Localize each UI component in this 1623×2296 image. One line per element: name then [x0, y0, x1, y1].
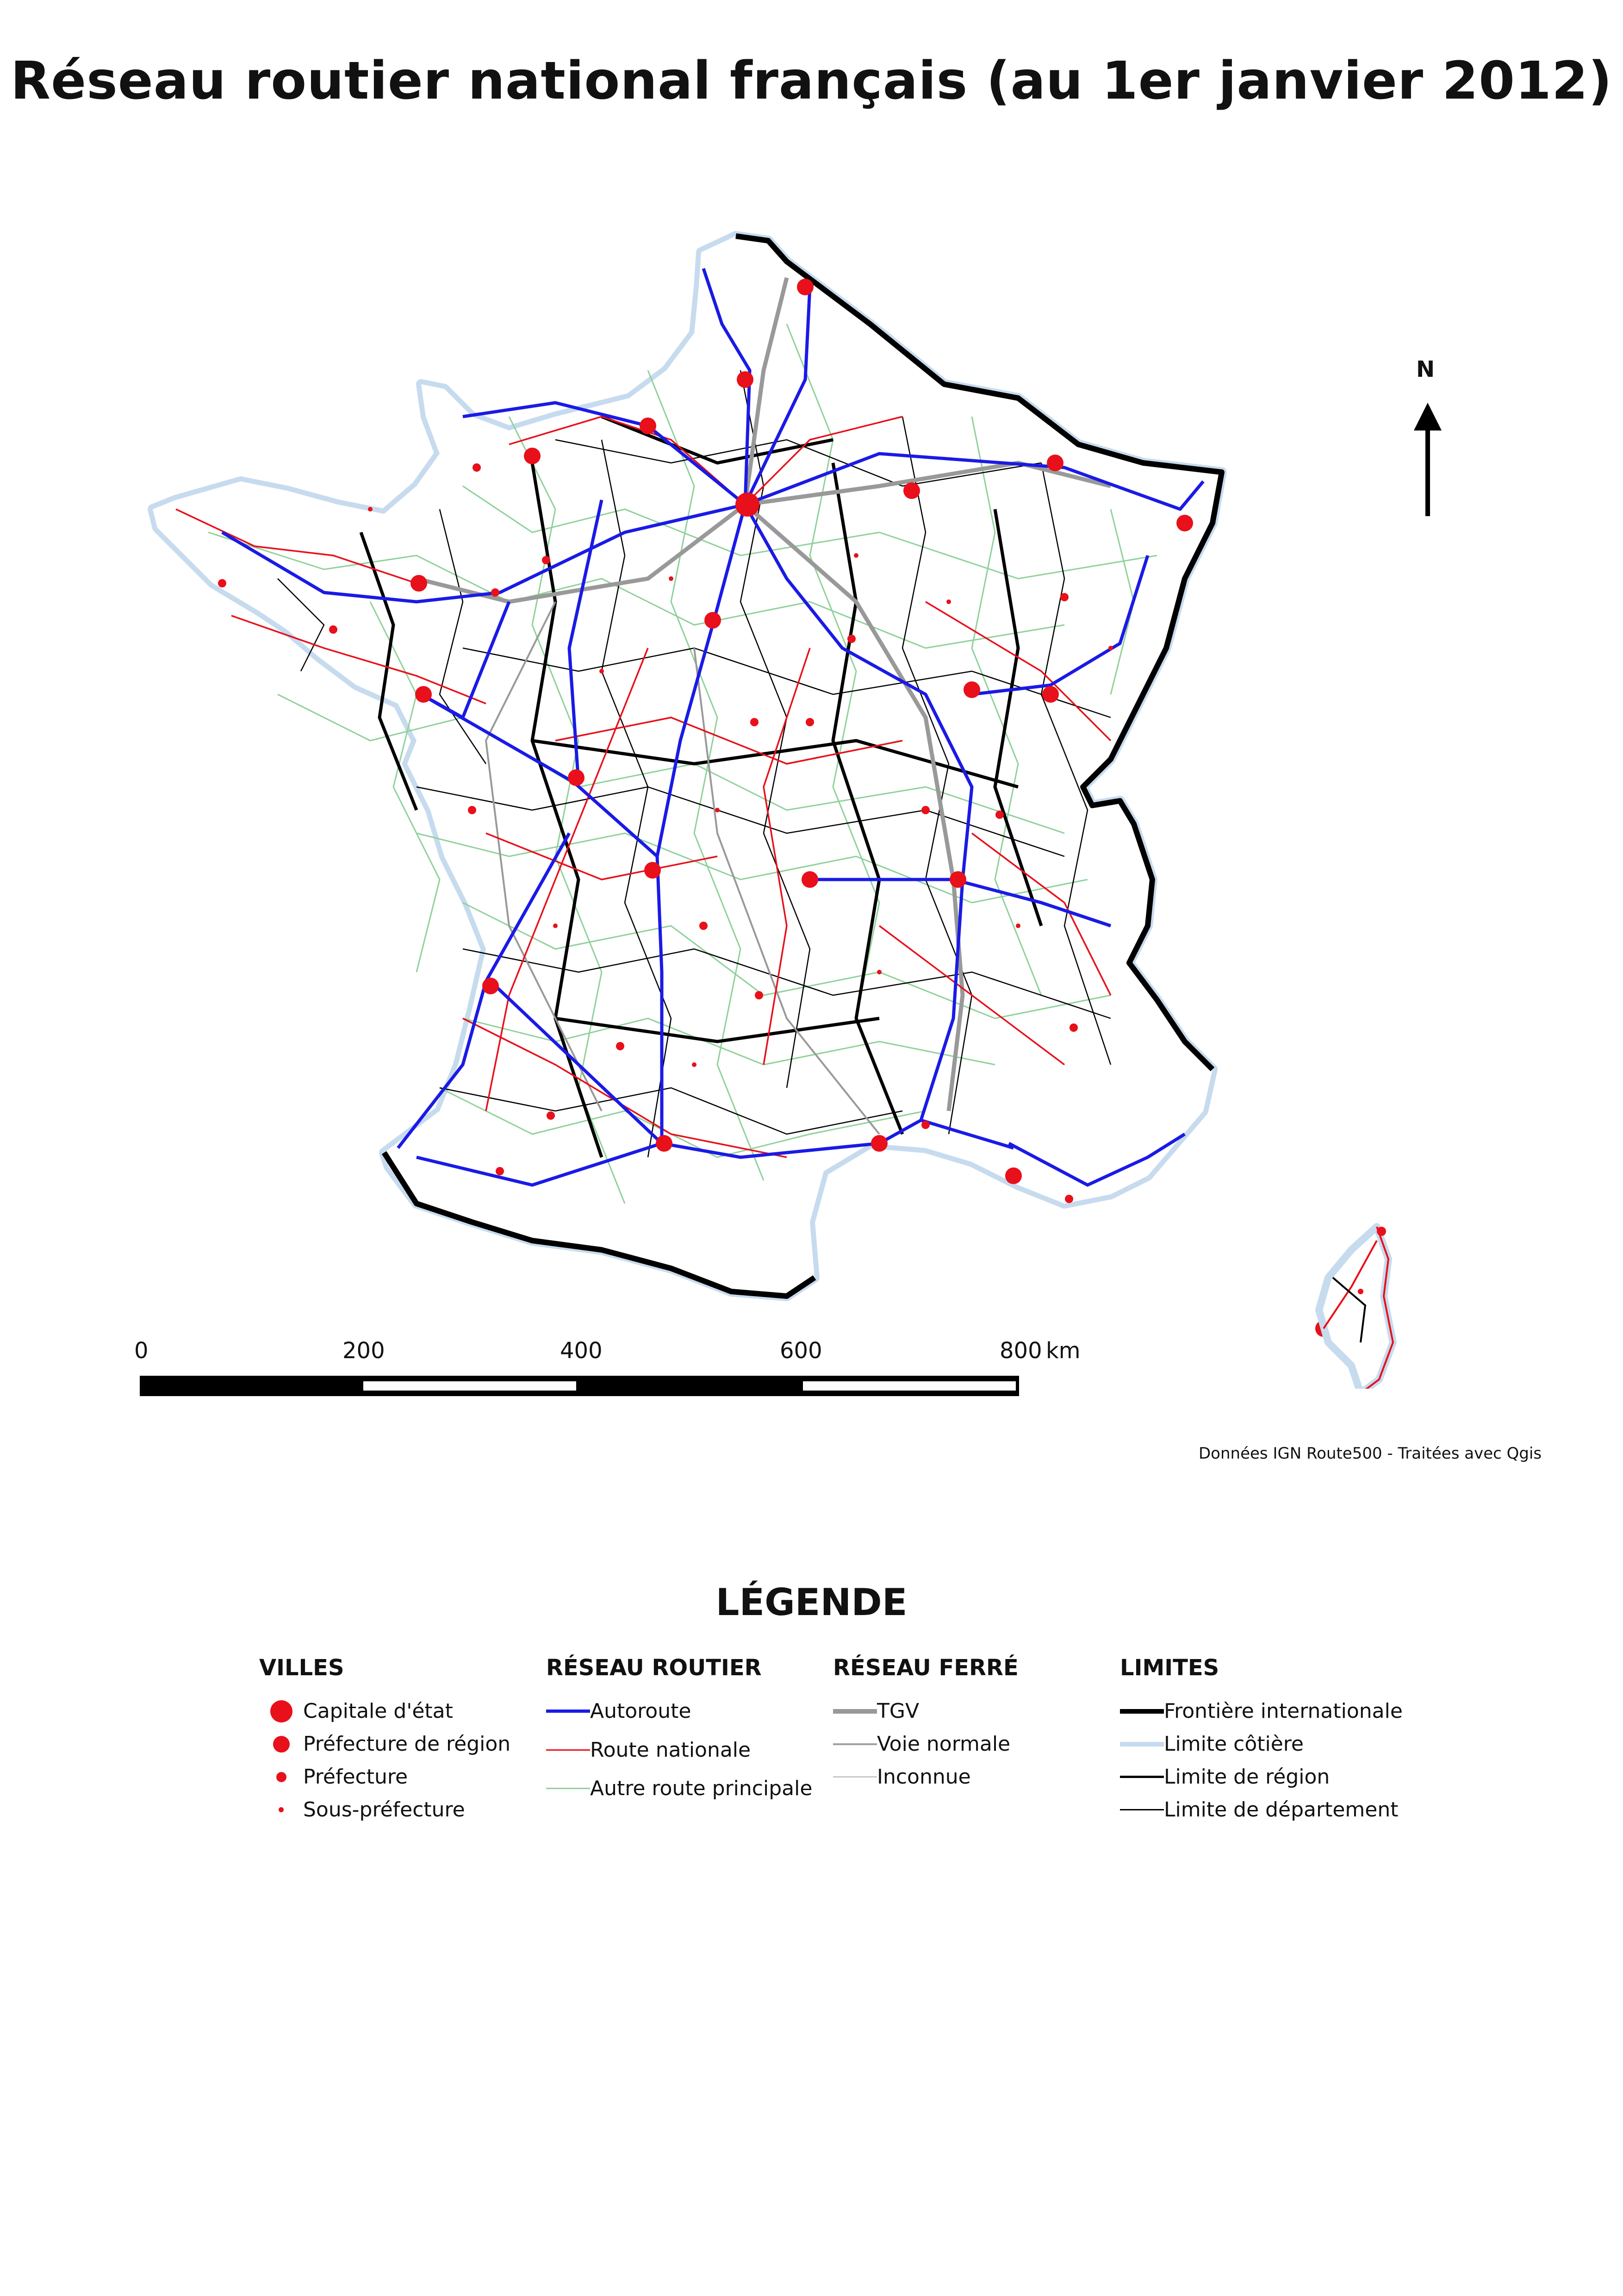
city-subprefecture	[1016, 923, 1020, 928]
other-road-line-icon	[546, 1788, 590, 1789]
legend-label: Préfecture de région	[303, 1732, 511, 1756]
capital-dot-icon	[270, 1700, 292, 1722]
legend-item	[1120, 1728, 1403, 1760]
legend-item	[259, 1695, 510, 1728]
legend-item	[546, 1695, 812, 1728]
city-region-prefecture	[704, 612, 721, 629]
scale-tick: 800	[1000, 1338, 1042, 1364]
city-region-prefecture	[964, 681, 980, 698]
city-region-prefecture	[903, 482, 920, 499]
legend-heading: RÉSEAU ROUTIER	[546, 1655, 762, 1681]
international-border-line-icon	[1120, 1709, 1164, 1714]
legend-title: LÉGENDE	[715, 1581, 908, 1624]
legend-item	[833, 1760, 1019, 1793]
city-region-prefecture	[737, 371, 753, 388]
city-region-prefecture	[410, 575, 427, 592]
motorway-line-icon	[546, 1710, 590, 1713]
legend-item	[546, 1772, 812, 1805]
legend-label: Sous-préfecture	[303, 1798, 465, 1822]
legend-column-villes	[259, 1655, 510, 1826]
city-prefecture	[616, 1042, 624, 1050]
city-region-prefecture	[1176, 515, 1193, 531]
city-subprefecture	[368, 507, 373, 512]
legend-item	[1120, 1695, 1403, 1728]
city-prefecture	[1065, 1195, 1073, 1203]
city-region-prefecture	[482, 978, 499, 994]
city-prefecture	[473, 463, 481, 472]
city-subprefecture	[854, 553, 858, 558]
legend-heading: VILLES	[259, 1655, 344, 1681]
unknown-rail-line-icon	[833, 1776, 877, 1778]
map-title: Réseau routier national français (au 1er janvier 2012)	[10, 51, 1613, 111]
legend-label: Limite de région	[1164, 1765, 1330, 1789]
legend-column-rail-network	[833, 1655, 1019, 1793]
legend-heading: RÉSEAU FERRÉ	[833, 1655, 1019, 1681]
city-region-prefecture	[568, 769, 585, 786]
legend-label: Autoroute	[590, 1699, 691, 1723]
city-region-prefecture	[415, 686, 432, 703]
city-subprefecture	[669, 576, 673, 581]
coast-limit-line-icon	[1120, 1742, 1164, 1747]
city-prefecture	[491, 588, 499, 597]
department-limit-line-icon	[1120, 1809, 1164, 1810]
legend-label: Route nationale	[590, 1738, 751, 1762]
city-subprefecture	[553, 923, 558, 928]
city-region-prefecture	[524, 448, 541, 464]
legend-item	[1120, 1793, 1403, 1826]
city-region-prefecture	[950, 871, 966, 888]
data-credit: Données IGN Route500 - Traitées avec Qgis	[1199, 1444, 1542, 1463]
legend-label: Inconnue	[877, 1765, 971, 1789]
city-region-prefecture	[640, 418, 656, 434]
national-road-line-icon	[546, 1749, 590, 1751]
legend-item	[259, 1760, 510, 1793]
city-prefecture	[995, 811, 1004, 819]
region-limit-line-icon	[1120, 1776, 1164, 1778]
legend-label: Voie normale	[877, 1732, 1011, 1756]
city-prefecture	[329, 625, 337, 634]
corsica	[1319, 1227, 1393, 1389]
normal-rail-line-icon	[833, 1743, 877, 1745]
city-subprefecture	[692, 1062, 696, 1067]
city-region-prefecture	[1042, 686, 1059, 703]
legend-label: Capitale d'état	[303, 1699, 453, 1723]
city-region-prefecture	[1005, 1167, 1022, 1184]
city-subprefecture	[1108, 646, 1113, 650]
city-prefecture	[496, 1167, 504, 1175]
city-region-prefecture	[644, 862, 661, 879]
city-prefecture	[699, 922, 708, 930]
city-prefecture	[921, 1121, 930, 1129]
city-prefecture	[1060, 593, 1069, 601]
scale-unit: km	[1046, 1338, 1081, 1364]
scale-bar-segment	[803, 1381, 1016, 1391]
scale-bar-segment	[363, 1381, 576, 1391]
legend-column-road-network	[546, 1655, 812, 1805]
legend-label: Autre route principale	[590, 1777, 813, 1800]
city-region-prefecture	[871, 1135, 888, 1152]
scale-tick: 600	[780, 1338, 822, 1364]
legend-label: Préfecture	[303, 1765, 408, 1789]
city-subprefecture	[599, 669, 604, 674]
city-prefecture	[847, 635, 856, 643]
city-region-prefecture	[802, 871, 818, 888]
city-subprefecture	[877, 970, 882, 974]
legend-item	[259, 1728, 510, 1760]
city-prefecture	[1070, 1023, 1078, 1032]
city-subprefecture	[946, 599, 951, 604]
legend-item	[259, 1793, 510, 1826]
legend-label: Frontière internationale	[1164, 1699, 1403, 1723]
scale-bar	[134, 1338, 1081, 1407]
legend-label: Limite côtière	[1164, 1732, 1304, 1756]
region-prefecture-dot-icon	[273, 1736, 290, 1753]
city-prefecture	[921, 806, 930, 814]
legend-item	[833, 1728, 1019, 1760]
legend-label: Limite de département	[1164, 1798, 1399, 1822]
city-prefecture	[755, 991, 763, 999]
legend-heading: LIMITES	[1120, 1655, 1219, 1681]
north-arrow-icon	[1412, 403, 1444, 518]
city-prefecture	[806, 718, 814, 726]
scale-tick: 200	[342, 1338, 385, 1364]
north-label: N	[1416, 356, 1435, 382]
legend-column-limits	[1120, 1655, 1403, 1826]
subprefecture-dot-icon	[279, 1807, 284, 1812]
city-prefecture	[542, 556, 550, 564]
city-prefecture	[750, 718, 759, 726]
prefecture-dot-icon	[276, 1772, 286, 1782]
legend-item	[1120, 1760, 1403, 1793]
legend-item	[833, 1695, 1019, 1728]
city-capital	[735, 493, 759, 517]
tgv-line-icon	[833, 1709, 877, 1714]
legend-item	[546, 1728, 812, 1772]
legend-label: TGV	[877, 1699, 920, 1723]
scale-tick: 0	[134, 1338, 149, 1364]
city-region-prefecture	[797, 279, 814, 295]
city-region-prefecture	[656, 1135, 672, 1152]
city-prefecture	[547, 1111, 555, 1120]
city-prefecture	[218, 579, 226, 587]
scale-tick: 400	[560, 1338, 603, 1364]
city-subprefecture	[715, 808, 720, 812]
city-prefecture	[468, 806, 476, 814]
city-region-prefecture	[1047, 455, 1063, 471]
